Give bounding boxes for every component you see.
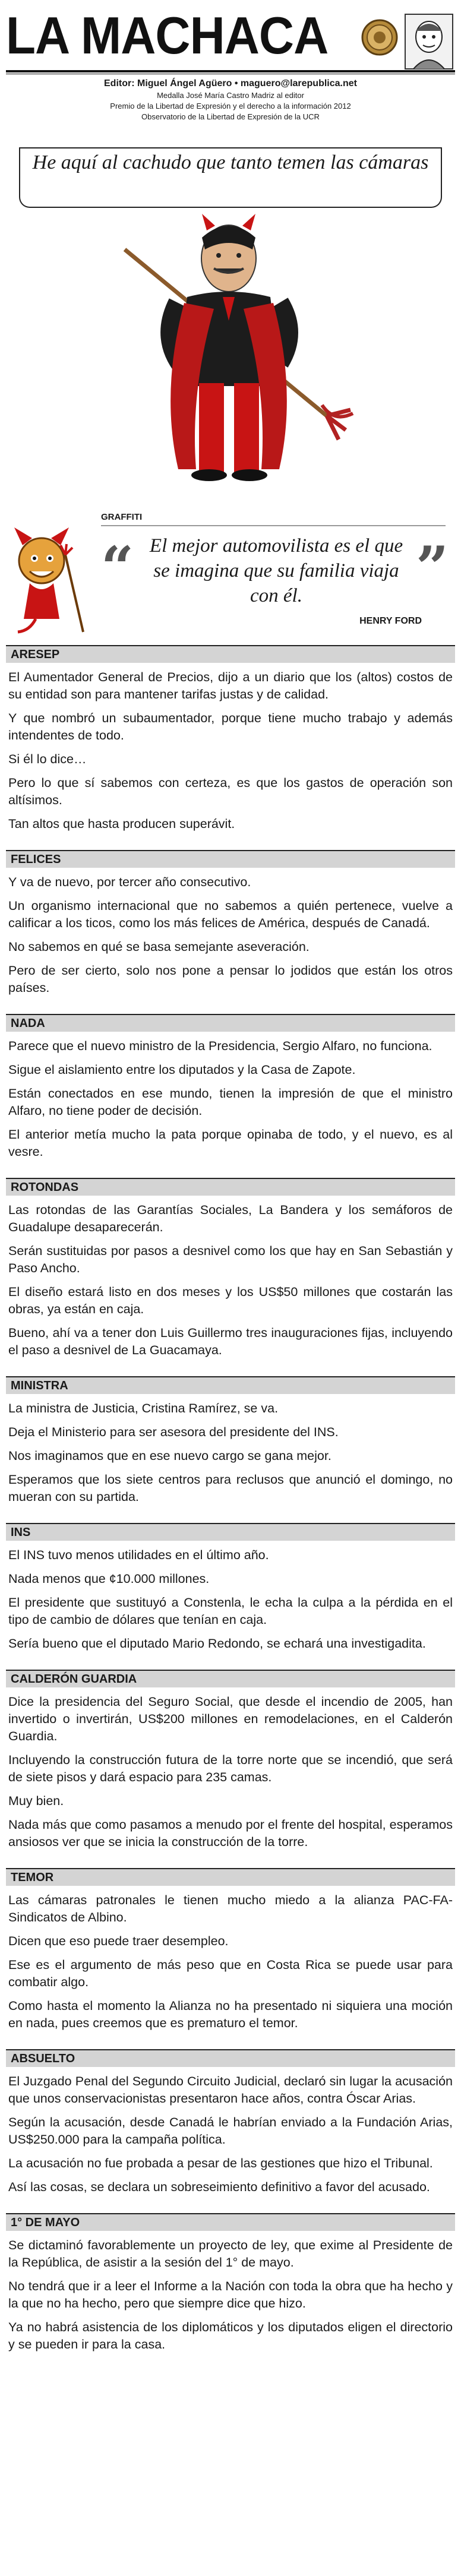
section-paragraph: Incluyendo la construcción futura de la torre norte que se incendió, que será de siete pisos y dará espacio para 235 camas. xyxy=(8,1753,453,1784)
section-paragraph: Sería bueno que el diputado Mario Redondo, se echará una investigadita. xyxy=(8,1636,426,1651)
section-paragraph: Un organismo internacional que no sabemos a quién pertenece, vuelve a calificar a los ticos, como los más felices de América, después de Canadá. xyxy=(8,899,453,930)
section-paragraph: Se dictaminó favorablemente un proyecto de ley, que exime al Presidente de la República, de asistir a la sesión del 1° de mayo. xyxy=(8,2238,453,2270)
section-aresep xyxy=(6,645,455,850)
section-paragraph: Pero de ser cierto, solo nos pone a pensar lo jodidos que están los otros países. xyxy=(8,963,453,995)
section-paragraph: Si él lo dice… xyxy=(8,752,87,766)
editor-caricature-icon xyxy=(404,13,454,70)
quote-author: HENRY FORD xyxy=(359,616,422,626)
section-paragraph: Nos imaginamos que en ese nuevo cargo se gana mejor. xyxy=(8,1449,331,1463)
section-paragraph: Dice la presidencia del Seguro Social, que desde el incendio de 2005, han invertido o invertirán, US$200 millones en remodelaciones, en el Calderón Guardia. xyxy=(8,1695,453,1743)
award-line: Observatorio de la Libertad de Expresión de la UCR xyxy=(141,112,320,121)
section-temor xyxy=(6,1868,455,2049)
section-paragraph: Muy bien. xyxy=(8,1794,64,1808)
section-felices xyxy=(6,850,455,1014)
section-paragraph: No tendrá que ir a leer el Informe a la Nación con toda la obra que ha hecho y la que no ha hecho, pero que siempre dice que hizo. xyxy=(8,2279,453,2311)
section-heading: CALDERÓN GUARDIA xyxy=(6,1670,455,1687)
section-paragraph: Como hasta el momento la Alianza no ha presentado ni siquiera una moción en nada, pues creemos que es prematuro el temor. xyxy=(8,1999,453,2030)
section-heading: ROTONDAS xyxy=(6,1178,455,1196)
graffiti-rule xyxy=(101,525,446,526)
section-nada xyxy=(6,1014,455,1178)
section-paragraph: Así las cosas, se declara un sobreseimiento definitivo a favor del acusado. xyxy=(8,2180,430,2194)
section-1-de-mayo xyxy=(6,2213,455,2370)
masthead xyxy=(6,6,455,71)
section-ministra xyxy=(6,1376,455,1523)
section-calderón-guardia xyxy=(6,1670,455,1868)
section-paragraph: El Aumentador General de Precios, dijo a un diario que los (altos) costos de su entidad son para mantener tarifas justas y de calidad. xyxy=(8,670,453,701)
devil-caricature-illustration xyxy=(101,214,362,493)
section-paragraph: Nada menos que ¢10.000 millones. xyxy=(8,1572,210,1586)
section-heading: TEMOR xyxy=(6,1868,455,1886)
section-paragraph: No sabemos en qué se basa semejante aseveración. xyxy=(8,940,310,954)
editor-credit: Editor: Miguel Ángel Agüero • maguero@larepublica.net xyxy=(104,78,357,88)
graffiti-label: GRAFFITI xyxy=(101,512,143,522)
graffiti-quote: El mejor automovilista es el que se imagina que su familia viaja con él. xyxy=(149,535,403,606)
section-paragraph: El presidente que sustituyó a Constenla, le echa la culpa a la pérdida en el tipo de cambio de dólares que tenían en caja. xyxy=(8,1595,453,1627)
small-devil-icon xyxy=(6,519,95,638)
section-heading: 1° DE MAYO xyxy=(6,2213,455,2231)
section-paragraph: El diseño estará listo en dos meses y los US$50 millones que costarán las obras, ya están en caja. xyxy=(8,1285,453,1316)
section-paragraph: Pero lo que sí sabemos con certeza, es que los gastos de operación son altísimos. xyxy=(8,776,453,807)
section-heading: FELICES xyxy=(6,850,455,868)
section-paragraph: Nada más que como pasamos a menudo por el frente del hospital, esperamos ansiosos ver que se inicia la construcción de la torre. xyxy=(8,1818,453,1849)
news-sections xyxy=(6,645,455,2370)
section-paragraph: La ministra de Justicia, Cristina Ramírez, se va. xyxy=(8,1401,279,1415)
brand-title: LA MACHACA xyxy=(6,6,329,65)
section-paragraph: Tan altos que hasta producen superávit. xyxy=(8,817,235,831)
masthead-rule xyxy=(6,70,455,72)
award-line: Medalla José María Castro Madriz al editor xyxy=(157,91,304,100)
section-paragraph: El Juzgado Penal del Segundo Circuito Judicial, declaró sin lugar la acusación que unos conservacionistas presentaron hace años, contra Óscar Arias. xyxy=(8,2074,453,2106)
section-paragraph: El INS tuvo menos utilidades en el último año. xyxy=(8,1548,269,1562)
section-paragraph: Deja el Ministerio para ser asesora del presidente del INS. xyxy=(8,1425,339,1439)
section-heading: INS xyxy=(6,1523,455,1541)
section-paragraph: Bueno, ahí va a tener don Luis Guillermo tres inauguraciones fijas, incluyendo el paso a desnivel de La Guacamaya. xyxy=(8,1326,453,1357)
section-paragraph: Según la acusación, desde Canadá le habrían enviado a la Fundación Arias, US$250.000 para la campaña política. xyxy=(8,2115,453,2147)
section-paragraph: Y que nombró un subaumentador, porque tiene mucho trabajo y además intendentes de todo. xyxy=(8,711,453,742)
section-paragraph: Sigue el aislamiento entre los diputados y la Casa de Zapote. xyxy=(8,1063,356,1077)
section-heading: NADA xyxy=(6,1014,455,1032)
section-heading: ABSUELTO xyxy=(6,2049,455,2067)
section-paragraph: Ese es el argumento de más peso que en Costa Rica se puede usar para combatir algo. xyxy=(8,1958,453,1989)
section-paragraph: Las cámaras patronales le tienen mucho miedo a la alianza PAC-FA-Sindicatos de Albino. xyxy=(8,1893,453,1924)
medal-icon xyxy=(361,19,398,56)
headline: He aquí al cachudo que tanto temen las cámaras xyxy=(32,151,429,173)
section-paragraph: Y va de nuevo, por tercer año consecutivo. xyxy=(8,875,251,889)
section-paragraph: Las rotondas de las Garantías Sociales, La Bandera y los semáforos de Guadalupe desaparecerán. xyxy=(8,1203,453,1234)
section-rotondas xyxy=(6,1178,455,1376)
credits xyxy=(0,77,461,122)
section-heading: MINISTRA xyxy=(6,1376,455,1394)
section-paragraph: El anterior metía mucho la pata porque opinaba de todo, y el nuevo, es al vesre. xyxy=(8,1127,453,1159)
section-paragraph: Ya no habrá asistencia de los diplomáticos y los diputados eligen el directorio y se pueden ir para la casa. xyxy=(8,2320,453,2351)
section-heading: ARESEP xyxy=(6,645,455,663)
section-paragraph: Serán sustituidas por pasos a desnivel como los que hay en San Sebastián y Paso Ancho. xyxy=(8,1244,453,1275)
section-paragraph: Dicen que eso puede traer desempleo. xyxy=(8,1934,229,1948)
quote-close-icon: ” xyxy=(416,534,449,601)
section-paragraph: Esperamos que los siete centros para reclusos que anunció el domingo, no mueran con su partida. xyxy=(8,1472,453,1504)
section-absuelto xyxy=(6,2049,455,2213)
section-paragraph: La acusación no fue probada a pesar de las gestiones que hizo el Tribunal. xyxy=(8,2156,433,2170)
section-paragraph: Parece que el nuevo ministro de la Presidencia, Sergio Alfaro, no funciona. xyxy=(8,1039,432,1053)
award-line: Premio de la Libertad de Expresión y el derecho a la información 2012 xyxy=(110,102,351,110)
section-ins xyxy=(6,1523,455,1670)
section-paragraph: Están conectados en ese mundo, tienen la impresión de que el ministro Alfaro, no tiene poder de decisión. xyxy=(8,1086,453,1118)
quote-open-icon: “ xyxy=(101,534,134,601)
